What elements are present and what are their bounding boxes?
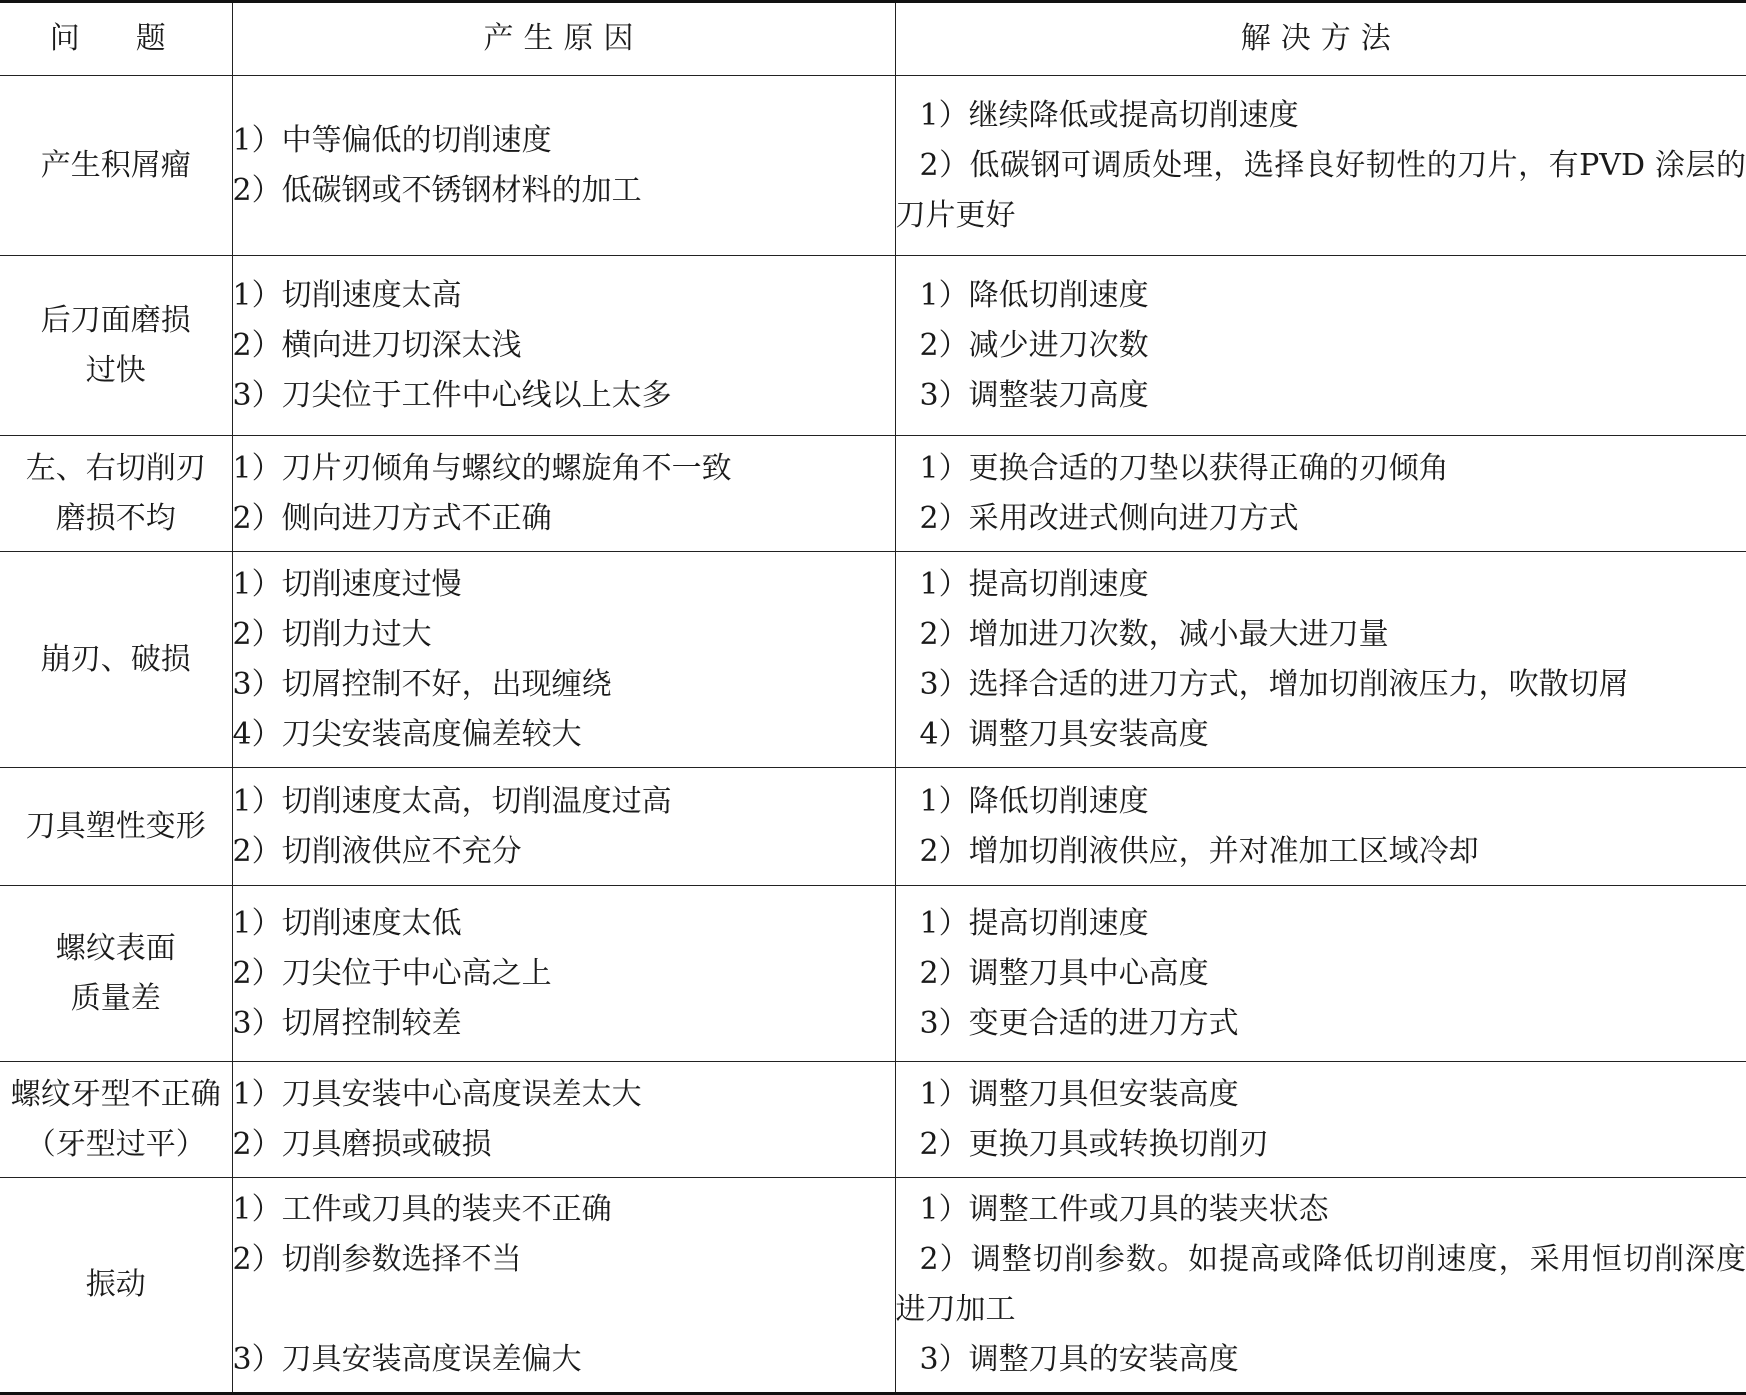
cause-item: 1）切削速度太低	[233, 899, 895, 949]
problem-text: 磨损不均	[0, 494, 232, 544]
cause-cell	[232, 76, 895, 256]
cause-item: 3）刀具安装高度误差偏大	[233, 1335, 895, 1385]
cause-item: 1）中等偏低的切削速度	[233, 116, 895, 166]
fix-item: 3）调整刀具的安装高度	[896, 1335, 1746, 1385]
problem-text: 刀具塑性变形	[0, 802, 232, 852]
cause-item: 2）切削力过大	[233, 610, 895, 660]
cause-item: 2）刀具磨损或破损	[233, 1120, 895, 1170]
cause-item: 2）切削液供应不充分	[233, 827, 895, 877]
problem-text: 螺纹牙型不正确	[0, 1070, 232, 1120]
fix-item: 2）减少进刀次数	[896, 321, 1746, 371]
fix-cell	[895, 552, 1746, 768]
problem-text: 崩刃、破损	[0, 635, 232, 685]
problem-cell	[0, 768, 232, 886]
problem-cell	[0, 1178, 232, 1394]
cause-cell	[232, 256, 895, 436]
problem-text: 后刀面磨损	[0, 296, 232, 346]
cause-item: 1）刀片刃倾角与螺纹的螺旋角不一致	[233, 444, 895, 494]
fix-item: 2）低碳钢可调质处理，选择良好韧性的刀片，有PVD 涂层的刀片更好	[896, 141, 1746, 241]
fix-item: 1）降低切削速度	[896, 271, 1746, 321]
cause-item: 1）切削速度太高	[233, 271, 895, 321]
cause-item: 1）刀具安装中心高度误差太大	[233, 1070, 895, 1120]
problem-cell	[0, 886, 232, 1062]
fix-item: 2）采用改进式侧向进刀方式	[896, 494, 1746, 544]
header-cause: 产生原因	[232, 2, 895, 76]
fix-item: 1）提高切削速度	[896, 899, 1746, 949]
header-fix: 解决方法	[895, 2, 1746, 76]
cause-cell	[232, 552, 895, 768]
fix-item: 1）继续降低或提高切削速度	[896, 91, 1746, 141]
fix-item: 1）降低切削速度	[896, 777, 1746, 827]
table-row	[0, 256, 1746, 436]
table-row	[0, 552, 1746, 768]
cause-item: 1）切削速度太高，切削温度过高	[233, 777, 895, 827]
fix-item: 1）调整刀具但安装高度	[896, 1070, 1746, 1120]
problem-text: （牙型过平）	[0, 1120, 232, 1170]
problem-cell	[0, 1062, 232, 1178]
cause-cell	[232, 886, 895, 1062]
problem-cell	[0, 436, 232, 552]
fix-cell	[895, 436, 1746, 552]
cause-item: 3）刀尖位于工件中心线以上太多	[233, 371, 895, 421]
problem-text: 螺纹表面	[0, 924, 232, 974]
problem-text: 质量差	[0, 974, 232, 1024]
fix-cell	[895, 76, 1746, 256]
table-row	[0, 436, 1746, 552]
fix-item: 2）增加进刀次数，减小最大进刀量	[896, 610, 1746, 660]
cause-item: 3）切屑控制不好，出现缠绕	[233, 660, 895, 710]
problem-cell	[0, 76, 232, 256]
fix-item: 3）调整装刀高度	[896, 371, 1746, 421]
fix-item: 4）调整刀具安装高度	[896, 710, 1746, 760]
fix-item: 3）选择合适的进刀方式，增加切削液压力，吹散切屑	[896, 660, 1746, 710]
fix-item: 1）更换合适的刀垫以获得正确的刃倾角	[896, 444, 1746, 494]
table-row	[0, 768, 1746, 886]
fix-cell	[895, 1062, 1746, 1178]
cause-item: 1）切削速度过慢	[233, 560, 895, 610]
table-body	[0, 76, 1746, 1394]
fix-item: 2）增加切削液供应，并对准加工区域冷却	[896, 827, 1746, 877]
fix-item: 2）更换刀具或转换切削刃	[896, 1120, 1746, 1170]
fix-item: 1）提高切削速度	[896, 560, 1746, 610]
problem-text: 产生积屑瘤	[0, 141, 232, 191]
table-header	[0, 2, 1746, 76]
cause-item: 2）横向进刀切深太浅	[233, 321, 895, 371]
table-row	[0, 886, 1746, 1062]
cause-item: 4）刀尖安装高度偏差较大	[233, 710, 895, 760]
cause-item: 1）工件或刀具的装夹不正确	[233, 1185, 895, 1235]
cause-item: 2）低碳钢或不锈钢材料的加工	[233, 166, 895, 216]
fix-item: 3）变更合适的进刀方式	[896, 999, 1746, 1049]
fix-cell	[895, 256, 1746, 436]
cause-item: 2）侧向进刀方式不正确	[233, 494, 895, 544]
header-row	[0, 2, 1746, 76]
fix-item: 2）调整刀具中心高度	[896, 949, 1746, 999]
cause-item: 2）切削参数选择不当	[233, 1235, 895, 1285]
problem-text: 左、右切削刃	[0, 444, 232, 494]
header-problem: 问题	[0, 2, 232, 76]
spacer	[233, 1285, 895, 1335]
cause-item: 3）切屑控制较差	[233, 999, 895, 1049]
cause-item: 2）刀尖位于中心高之上	[233, 949, 895, 999]
table-row	[0, 1062, 1746, 1178]
fix-item: 1）调整工件或刀具的装夹状态	[896, 1185, 1746, 1235]
cause-cell	[232, 436, 895, 552]
cause-cell	[232, 1062, 895, 1178]
fix-item: 2）调整切削参数。如提高或降低切削速度，采用恒切削深度进刀加工	[896, 1235, 1746, 1335]
cause-cell	[232, 1178, 895, 1394]
cause-cell	[232, 768, 895, 886]
problem-cell	[0, 256, 232, 436]
table-row	[0, 1178, 1746, 1394]
fix-cell	[895, 768, 1746, 886]
fix-cell	[895, 886, 1746, 1062]
problem-text: 振动	[0, 1260, 232, 1310]
table-row	[0, 76, 1746, 256]
problem-cell	[0, 552, 232, 768]
problem-text: 过快	[0, 346, 232, 396]
fix-cell	[895, 1178, 1746, 1394]
